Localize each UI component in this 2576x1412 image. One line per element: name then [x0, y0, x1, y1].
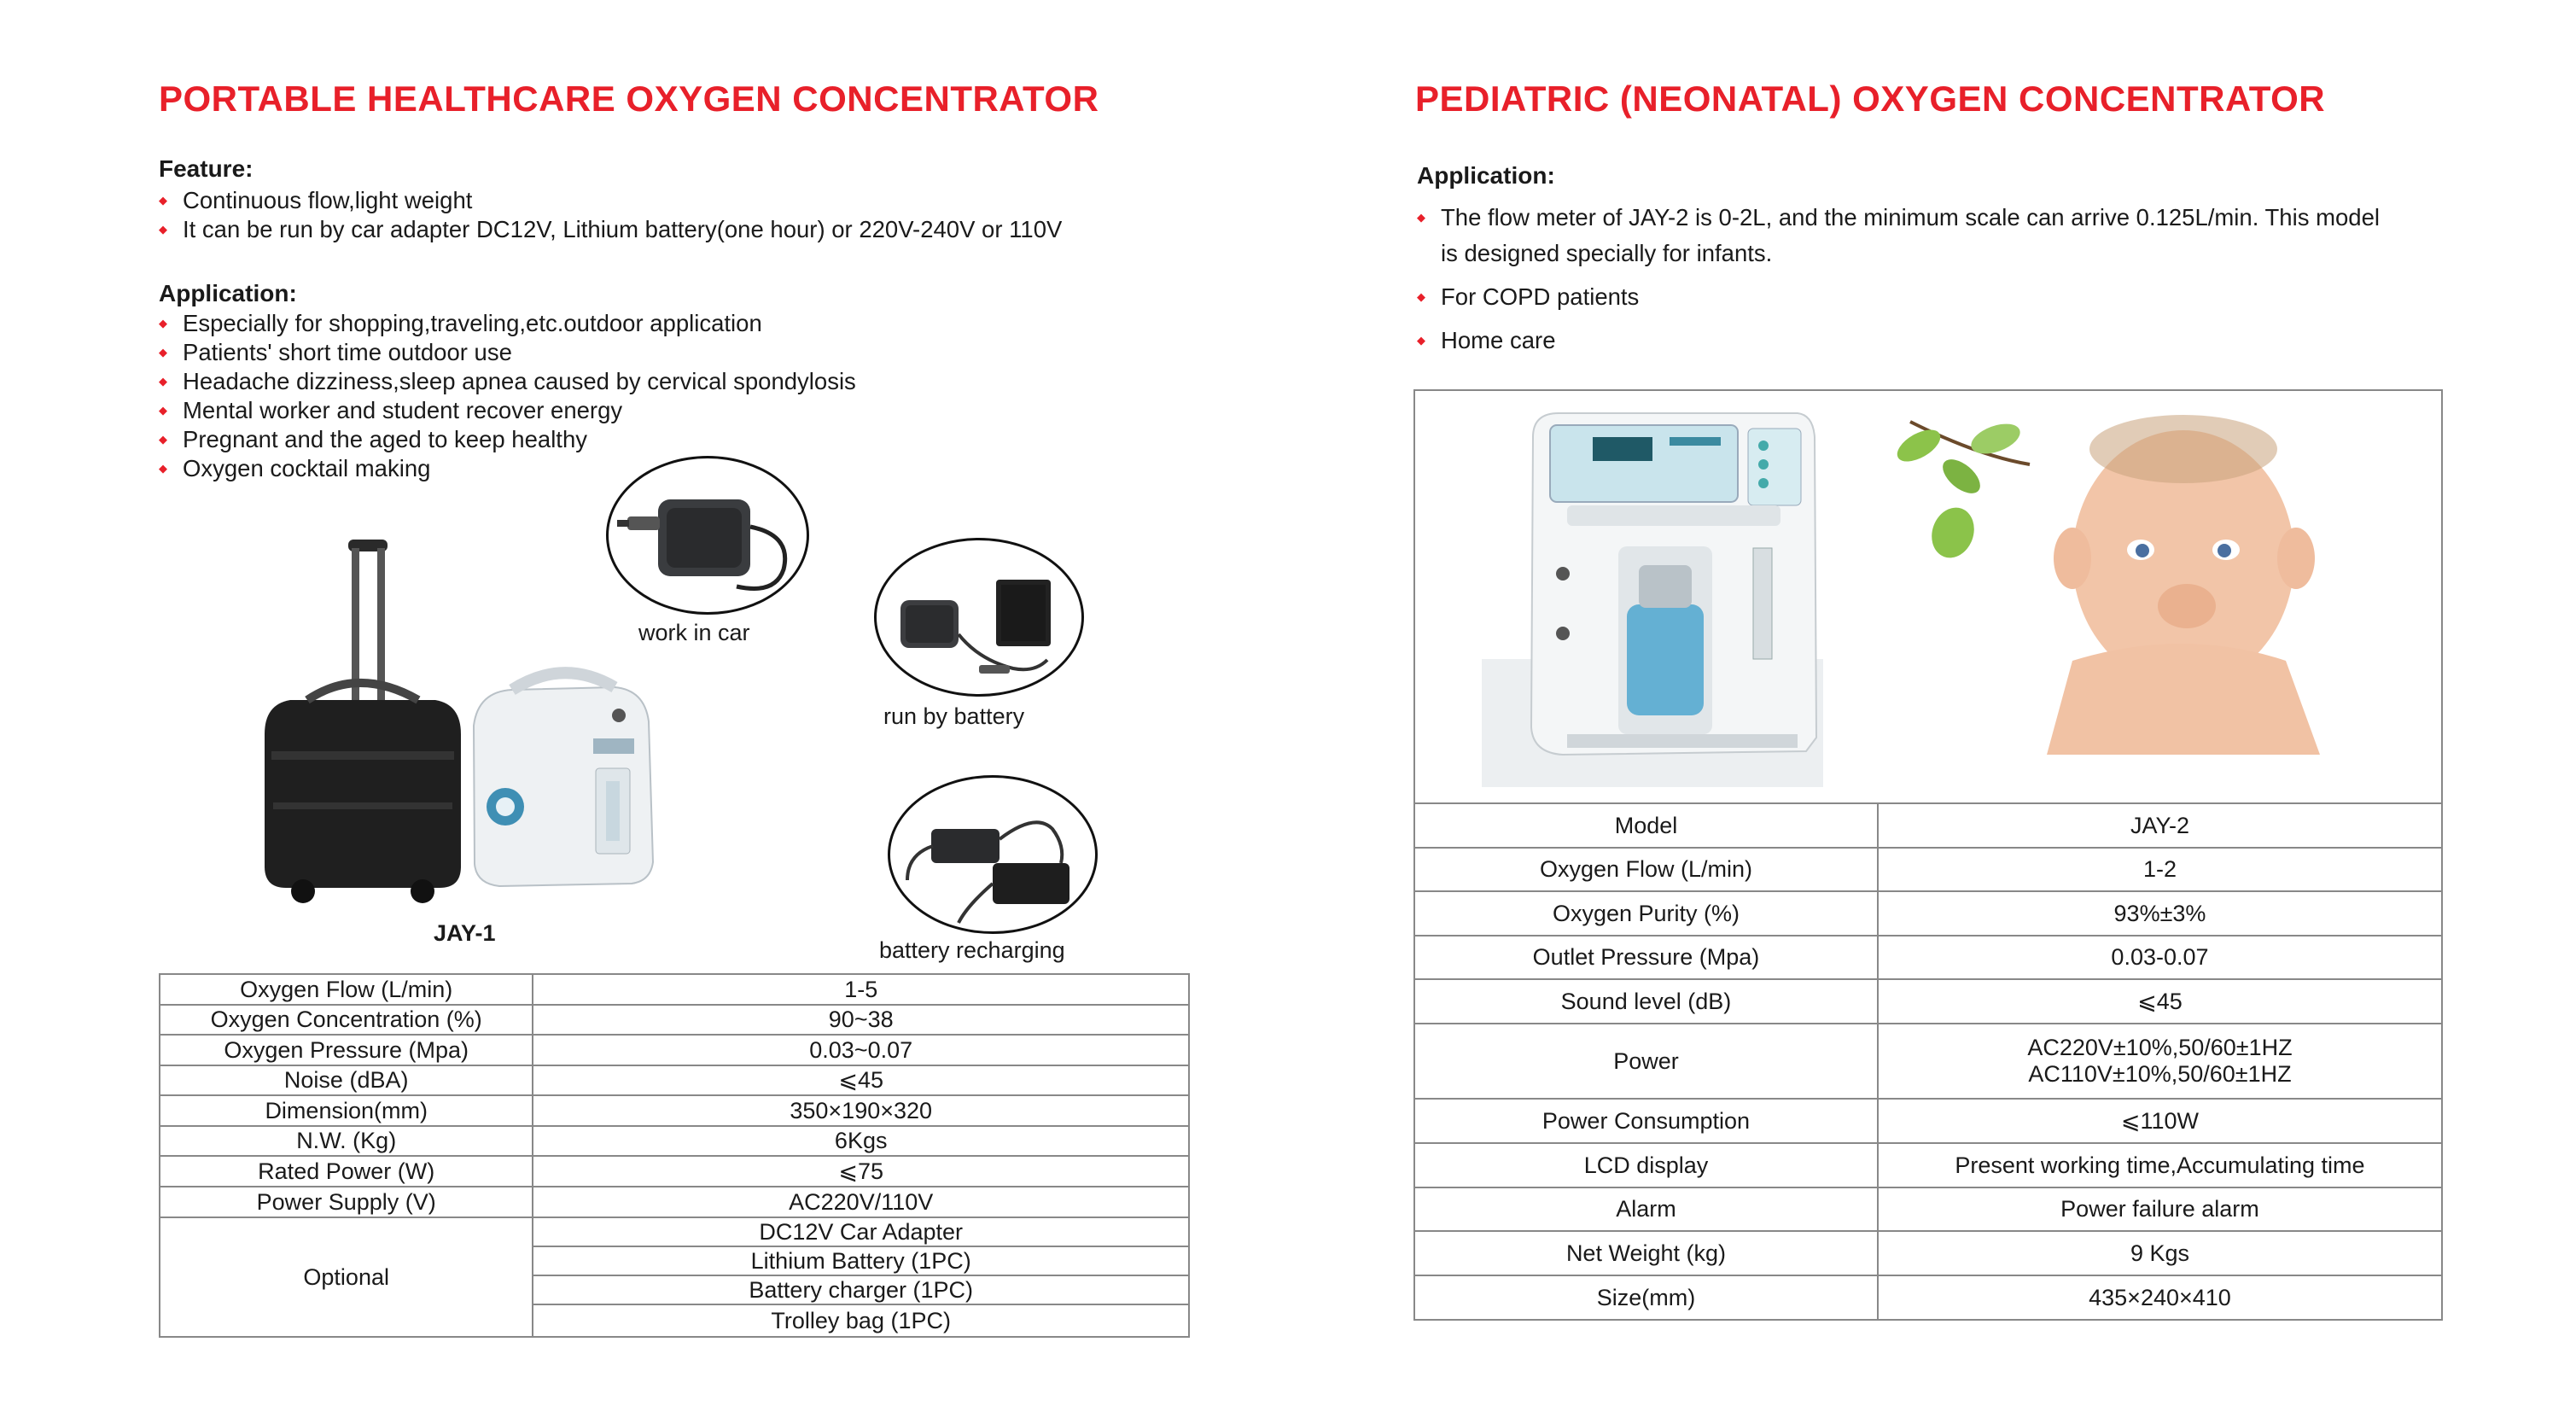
table-row — [1414, 1187, 2442, 1231]
table-row — [160, 1187, 1189, 1217]
optional-item: Trolley bag (1PC) — [533, 1304, 1189, 1337]
right-title: PEDIATRIC (NEONATAL) OXYGEN CONCENTRATOR — [1415, 79, 2326, 119]
table-row — [1414, 1143, 2442, 1187]
spec-value: AC220V/110V — [533, 1187, 1189, 1217]
run-by-battery-image — [874, 538, 1084, 697]
table-row — [160, 1005, 1189, 1035]
table-row — [1414, 891, 2442, 936]
list-item: ◆ Oxygen cocktail making — [159, 454, 1183, 483]
list-item: ◆ Continuous flow,light weight — [159, 186, 1174, 215]
feature-list — [159, 186, 1174, 244]
list-item: ◆ The flow meter of JAY-2 is 0-2L, and the minimum scale can arrive 0.125L/min. This model is designed specially for infants. — [1417, 200, 2397, 271]
optional-item: Lithium Battery (1PC) — [533, 1246, 1189, 1275]
spec-value: 350×190×320 — [533, 1095, 1189, 1126]
table-row — [1414, 1099, 2442, 1143]
spec-label: Oxygen Concentration (%) — [160, 1005, 533, 1035]
application-list-right — [1417, 200, 2433, 366]
list-item: ◆ Pregnant and the aged to keep healthy — [159, 425, 1183, 454]
optional-item: Battery charger (1PC) — [533, 1275, 1189, 1304]
caption-run-by-battery: run by battery — [883, 703, 1025, 729]
spec-value: 6Kgs — [533, 1126, 1189, 1156]
spec-label: LCD display — [1414, 1143, 1878, 1187]
spec-value: 0.03~0.07 — [533, 1035, 1189, 1065]
spec-label: Dimension(mm) — [160, 1095, 533, 1126]
table-row — [1414, 1275, 2442, 1320]
spec-label: Net Weight (kg) — [1414, 1231, 1878, 1275]
left-title: PORTABLE HEALTHCARE OXYGEN CONCENTRATOR — [159, 79, 1099, 119]
list-item: ◆ Patients' short time outdoor use — [159, 338, 1183, 367]
table-row — [160, 1126, 1189, 1156]
spec-label: Outlet Pressure (Mpa) — [1414, 936, 1878, 979]
spec-value: ⩽75 — [533, 1156, 1189, 1187]
spec-value: JAY-2 — [1878, 803, 2442, 848]
spec-value: Power failure alarm — [1878, 1187, 2442, 1231]
spec-label: Size(mm) — [1414, 1275, 1878, 1320]
application-heading-right: Application: — [1417, 162, 1555, 189]
spec-value: Present working time,Accumulating time — [1878, 1143, 2442, 1187]
caption-work-in-car: work in car — [638, 620, 750, 645]
table-row — [160, 1217, 1189, 1246]
image-row — [1414, 390, 2442, 803]
table-row — [1414, 1024, 2442, 1099]
table-row — [160, 1095, 1189, 1126]
spec-value: 435×240×410 — [1878, 1275, 2442, 1320]
spec-value: ⩽45 — [533, 1065, 1189, 1095]
spec-table-jay2 — [1413, 389, 2443, 1321]
table-row — [160, 1156, 1189, 1187]
list-item: ◆ Especially for shopping,traveling,etc.outdoor application — [159, 309, 1183, 338]
list-item: ◆ It can be run by car adapter DC12V, Lithium battery(one hour) or 220V-240V or 110V — [159, 215, 1164, 244]
spec-value — [1878, 1024, 2442, 1099]
spec-value: 93%±3% — [1878, 891, 2442, 936]
spec-label: Noise (dBA) — [160, 1065, 533, 1095]
spec-value: 9 Kgs — [1878, 1231, 2442, 1275]
table-row — [1414, 848, 2442, 891]
spec-label: Oxygen Flow (L/min) — [160, 974, 533, 1005]
spec-label: Oxygen Purity (%) — [1414, 891, 1878, 936]
spec-label: Model — [1414, 803, 1878, 848]
spec-value: 90~38 — [533, 1005, 1189, 1035]
spec-value: 1-5 — [533, 974, 1189, 1005]
baby-photo — [1859, 405, 2388, 755]
optional-item: DC12V Car Adapter — [533, 1217, 1189, 1246]
spec-value: 1-2 — [1878, 848, 2442, 891]
table-row — [1414, 936, 2442, 979]
list-item: ◆ Mental worker and student recover energy — [159, 396, 1183, 425]
optional-label: Optional — [160, 1217, 533, 1337]
table-row — [1414, 1231, 2442, 1275]
spec-table-jay1 — [159, 973, 1190, 1338]
spec-label: Power — [1414, 1024, 1878, 1099]
spec-label: Power Consumption — [1414, 1099, 1878, 1143]
application-list-left — [159, 309, 1183, 483]
spec-label: Alarm — [1414, 1187, 1878, 1231]
spec-value: 0.03-0.07 — [1878, 936, 2442, 979]
jay2-device-image — [1482, 403, 1823, 787]
application-heading-left: Application: — [159, 280, 297, 306]
table-row — [160, 1035, 1189, 1065]
table-row — [160, 974, 1189, 1005]
spec-value: ⩽110W — [1878, 1099, 2442, 1143]
model-label-jay1: JAY-1 — [434, 920, 496, 946]
work-in-car-image — [606, 456, 809, 615]
battery-recharging-image — [888, 775, 1098, 934]
spec-label: N.W. (Kg) — [160, 1126, 533, 1156]
spec-label: Sound level (dB) — [1414, 979, 1878, 1024]
table-row — [160, 1065, 1189, 1095]
product-image-cell — [1414, 390, 2442, 803]
spec-label: Power Supply (V) — [160, 1187, 533, 1217]
list-item: ◆ Home care — [1417, 323, 2433, 359]
spec-value: ⩽45 — [1878, 979, 2442, 1024]
feature-heading: Feature: — [159, 155, 254, 182]
table-row — [1414, 803, 2442, 848]
power-value: AC220V±10%,50/60±1HZ — [2027, 1035, 2293, 1060]
list-item: ◆ Headache dizziness,sleep apnea caused by cervical spondylosis — [159, 367, 1183, 396]
table-row — [1414, 979, 2442, 1024]
caption-battery-recharging: battery recharging — [879, 937, 1065, 963]
power-value: AC110V±10%,50/60±1HZ — [2028, 1061, 2292, 1087]
spec-label: Rated Power (W) — [160, 1156, 533, 1187]
spec-label: Oxygen Flow (L/min) — [1414, 848, 1878, 891]
spec-label: Oxygen Pressure (Mpa) — [160, 1035, 533, 1065]
list-item: ◆ For COPD patients — [1417, 279, 2433, 315]
